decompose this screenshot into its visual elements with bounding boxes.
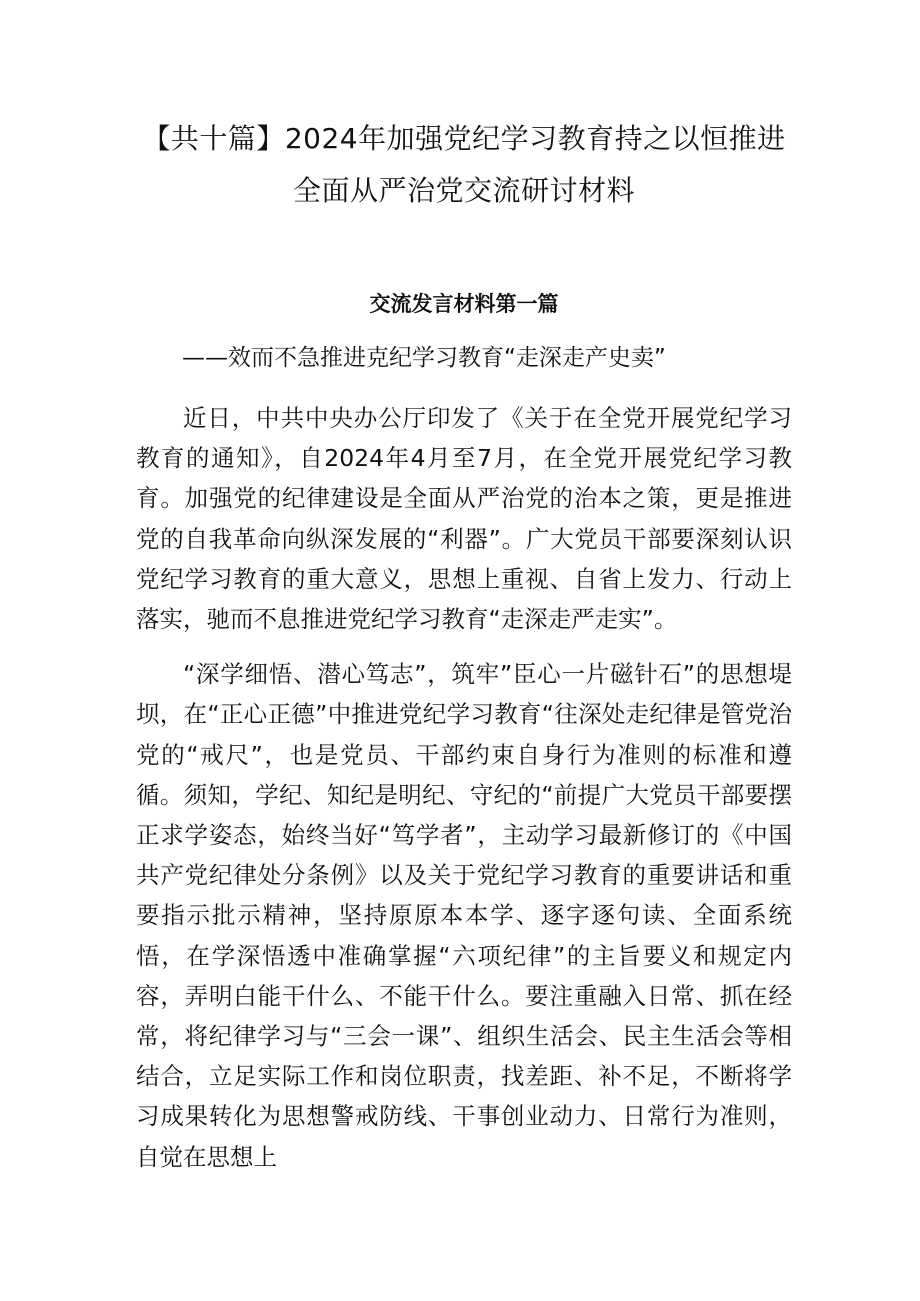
body-paragraph-2: “深学细悟、潜心笃志”，筑牢”臣心一片磁针石”的思想堤坝，在“正心正德”中推进党纪学习教育“往深处走纪律是管党治党的“戒尺”，也是党员、干部约束自身行为准则的标准和遵循。须知，学纪、知纪是明纪、守纪的“前提广大党员干部要摆正求学姿态，始终当好“笃学者”，主动学习最新修订的《中国共产党纪律处分条例》以及关于党纪学习教育的重要讲话和重要指示批示精神，坚持原原本本学、逐字逐句读、全面系统悟，在学深悟透中准确掌握“六项纪律”的主旨要义和规定内容，弄明白能干什么、不能干什么。要注重融入日常、抓在经常，将纪律学习与“三会一课”、组织生活会、民主生活会等相结合，立足实际工作和岗位职责，找差距、补不足，不断将学习成果转化为思想警戒防线、干事创业动力、日常行为准则，自觉在思想上 (136, 660, 792, 1171)
document-title-line-1: 【共十篇】2024年加强党纪学习教育持之以恒推进 (142, 122, 786, 155)
body-paragraph-1: 近日，中共中央办公厅印发了《关于在全党开展党纪学习教育的通知》，自2024年4月至7月，在全党开展党纪学习教育。加强党的纪律建设是全面从严治党的治本之策，更是推进党的自我革命向纵深发展的“利器”。广大党员干部要深刻认识党纪学习教育的重大意义，思想上重视、自省上发力、行动上落实，驰而不息推进党纪学习教育“走深走严走实”。 (136, 404, 792, 634)
document-title (136, 113, 792, 217)
section-subtitle: ——效而不急推进克纪学习教育“走深走产史卖” (182, 345, 666, 371)
section-heading: 交流发言材料第一篇 (369, 292, 559, 316)
document-title-line-2: 全面从严治党交流研讨材料 (292, 174, 635, 207)
